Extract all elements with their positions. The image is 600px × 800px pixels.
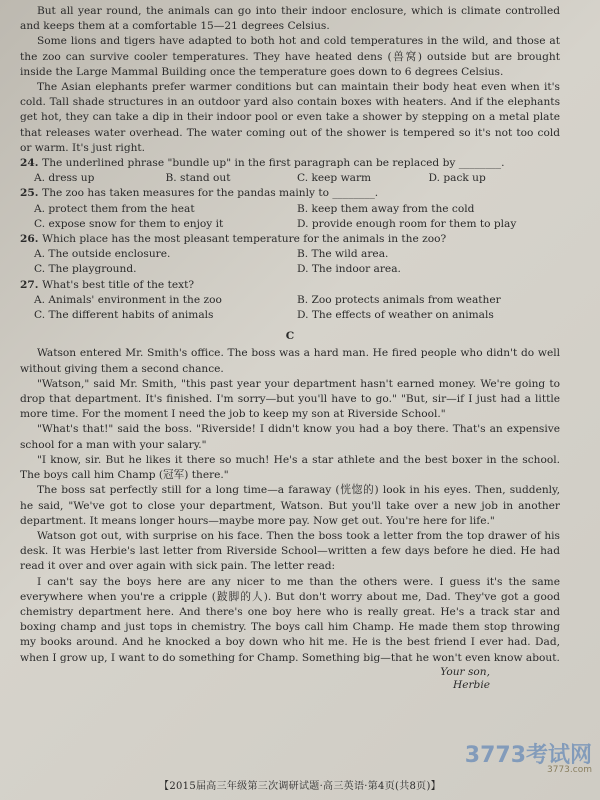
options [34,247,560,277]
watermark-logo [464,742,592,778]
option: B. keep them away from the cold [297,202,475,215]
letter-body: I can't say the boys here are any nicer to me than the others were. I guess it's the same everywhere when you're a cripple (跛脚的人). But don't worry about me, Dad. They've got a good chemistry department here. And there's one boy here who is really great. He's a track star and boxing champ and just tops in chemistry. The boys call him Champ. He made them stop throwing my books around. And he knocked a boy down who hit me. He is the best friend I ever had. Dad, when I grow up, I want to do something for Champ. Something big—that he won't even know about. [20,575,560,664]
watermark-url: 3773.com [547,764,592,775]
option: A. protect them from the heat [34,202,195,215]
option: C. The different habits of animals [34,309,214,322]
watermark-text: 3773考试网 [464,742,592,768]
question-26 [20,232,560,278]
question-24 [20,156,560,186]
letter-signature [20,666,560,692]
passage-c [20,346,560,665]
passage-paragraph: "Watson," said Mr. Smith, "this past year your department hasn't earned money. We're going to drop that department. It's finished. I'm sorry—but you'll have to go." "But, sir—if I just had a little more time. For the moment I need the job to keep my son at Riverside School." [20,377,560,421]
option: A. The outside enclosure. [34,248,171,261]
option: C. expose snow for them to enjoy it [34,217,224,230]
option: D. The effects of weather on animals [297,309,494,322]
passage-paragraph: But all year round, the animals can go into their indoor enclosure, which is climate controlled and keeps them at a comfortable 15—21 degrees Celsius. [20,5,560,33]
question-stem: What's best title of the text? [42,278,195,291]
option: D. The indoor area. [297,263,401,276]
passage-b [20,4,560,156]
passage-paragraph: "I know, sir. But he likes it there so much! He's a star athlete and the best boxer in the school. The boys call him Champ (冠军) there." [20,453,560,482]
passage-paragraph: Watson entered Mr. Smith's office. The boss was a hard man. He fired people who didn't do well without giving them a second chance. [20,347,560,375]
question-number: 24. [20,157,39,170]
option: C. keep warm [297,172,372,185]
option: A. dress up [34,172,95,185]
option: B. stand out [165,172,231,185]
options [34,202,560,232]
passage-paragraph: Watson got out, with surprise on his face. Then the boss took a letter from the top drawer of his desk. It was Herbie's last letter from Riverside School—written a few days before he died. He had read it over and over again with sick pain. The letter read: [20,529,560,573]
question-stem: The underlined phrase "bundle up" in the first paragraph can be replaced by ________. [42,157,505,170]
option: B. The wild area. [297,248,389,261]
option: A. Animals' environment in the zoo [34,293,222,306]
option: D. provide enough room for them to play [297,217,517,230]
section-heading: C [285,330,295,343]
signature-name: Herbie [452,678,490,691]
signature-closing: Your son, [440,665,490,678]
question-number: 27. [20,278,39,291]
option: B. Zoo protects animals from weather [297,293,501,306]
passage-paragraph: "What's that!" said the boss. "Riverside! I didn't know you had a boy there. That's an expensive school for a man with your salary." [20,423,560,451]
options [34,171,560,186]
passage-paragraph: Some lions and tigers have adapted to both hot and cold temperatures in the wild, and those at the zoo can survive cooler temperatures. They have heated dens (兽窝) outside but are brought inside the Large Mammal Building once the temperature goes down to 6 degrees Celsius. [20,35,560,78]
question-27 [20,278,560,324]
options [34,293,560,323]
question-stem: Which place has the most pleasant temperature for the animals in the zoo? [42,233,447,246]
question-number: 25. [20,187,39,200]
question-number: 26. [20,233,39,246]
passage-paragraph: The boss sat perfectly still for a long time—a faraway (恍惚的) look in his eyes. Then, suddenly, he said, "We've got to close your department, Watson. But you'll take over a new job in another department. It means longer hours—maybe more pay. Now get out. You're here for life." [20,484,560,527]
option: C. The playground. [34,263,137,276]
passage-paragraph: The Asian elephants prefer warmer conditions but can maintain their body heat even when it's cold. Tall shade structures in an outdoor yard also contain boxes with heaters. And if the elephants get hot, they can take a dip in their indoor pool or even take a shower by stepping on a metal plate that releases water overhead. The water coming out of the shower is tempered so it's not too cold or warm. It's just right. [20,81,560,154]
option: D. pack up [428,172,486,185]
page-footer: 【2015届高三年级第三次调研试题·高三英语·第4页(共8页)】 [159,780,441,792]
question-stem: The zoo has taken measures for the pandas mainly to ________. [42,187,379,200]
question-25 [20,186,560,232]
